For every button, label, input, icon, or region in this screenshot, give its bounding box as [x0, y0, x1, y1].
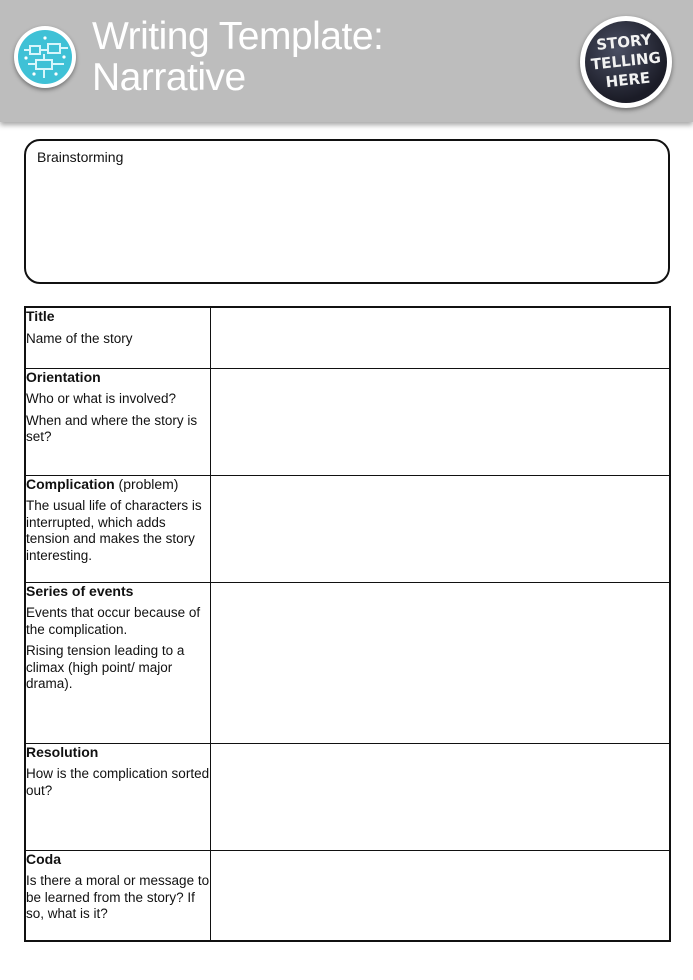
page-subtitle: Narrative — [92, 56, 246, 99]
row-heading-text: Resolution — [26, 743, 99, 760]
row-label-cell — [25, 850, 211, 941]
storytelling-badge-image — [585, 21, 667, 103]
row-description: Is there a moral or message to be learned from the story? If so, what is it? — [26, 873, 210, 921]
row-label-cell — [25, 743, 211, 850]
circuit-board-logo — [14, 26, 76, 88]
row-heading — [26, 369, 210, 386]
brainstorming-label: Brainstorming — [37, 149, 124, 165]
table-row — [25, 475, 670, 582]
row-heading-text: Coda — [26, 850, 61, 867]
table-row — [25, 368, 670, 475]
resolution-answer-cell[interactable] — [211, 743, 671, 850]
row-heading — [26, 851, 210, 868]
badge-line: TELLING — [590, 48, 662, 74]
series-of-events-answer-cell[interactable] — [211, 582, 671, 743]
row-label-cell — [25, 307, 211, 368]
row-label-cell — [25, 582, 211, 743]
table-row — [25, 743, 670, 850]
header-bar — [0, 0, 693, 122]
row-heading-text: Title — [26, 308, 55, 324]
table-row — [25, 307, 670, 368]
row-heading — [26, 744, 210, 761]
badge-text — [585, 29, 667, 94]
row-label-cell — [25, 475, 211, 582]
coda-answer-cell[interactable] — [211, 850, 671, 941]
title-answer-cell[interactable] — [211, 307, 671, 368]
badge-line: HERE — [604, 68, 652, 92]
row-heading — [26, 308, 210, 325]
title-block — [92, 16, 383, 98]
badge-line: STORY — [595, 30, 653, 54]
complication-answer-cell[interactable] — [211, 475, 671, 582]
row-description: When and where the story is set? — [26, 412, 198, 444]
row-description: The usual life of characters is interrupted, which adds tension and makes the story interesting. — [26, 498, 202, 563]
row-heading-text: Complication — [26, 475, 115, 492]
narrative-table — [24, 306, 671, 942]
table-row — [25, 850, 670, 941]
storytelling-badge — [580, 16, 672, 108]
row-description: Name of the story — [26, 330, 133, 346]
orientation-answer-cell[interactable] — [211, 368, 671, 475]
row-description: Events that occur because of the complication. — [26, 605, 201, 637]
table-row — [25, 582, 670, 743]
page-title: Writing Template: — [92, 15, 384, 58]
row-label-cell — [25, 368, 211, 475]
row-heading — [26, 583, 210, 600]
row-heading-note: (problem) — [114, 475, 179, 492]
row-description: Who or what is involved? — [26, 391, 177, 406]
row-heading — [26, 476, 210, 493]
row-description: Rising tension leading to a climax (high point/ major drama). — [26, 643, 185, 691]
brainstorming-box[interactable] — [24, 139, 670, 284]
circuit-board-icon — [18, 30, 72, 84]
row-description: How is the complication sorted out? — [26, 766, 210, 798]
row-heading-text: Orientation — [26, 368, 101, 385]
row-heading-text: Series of events — [26, 582, 134, 599]
